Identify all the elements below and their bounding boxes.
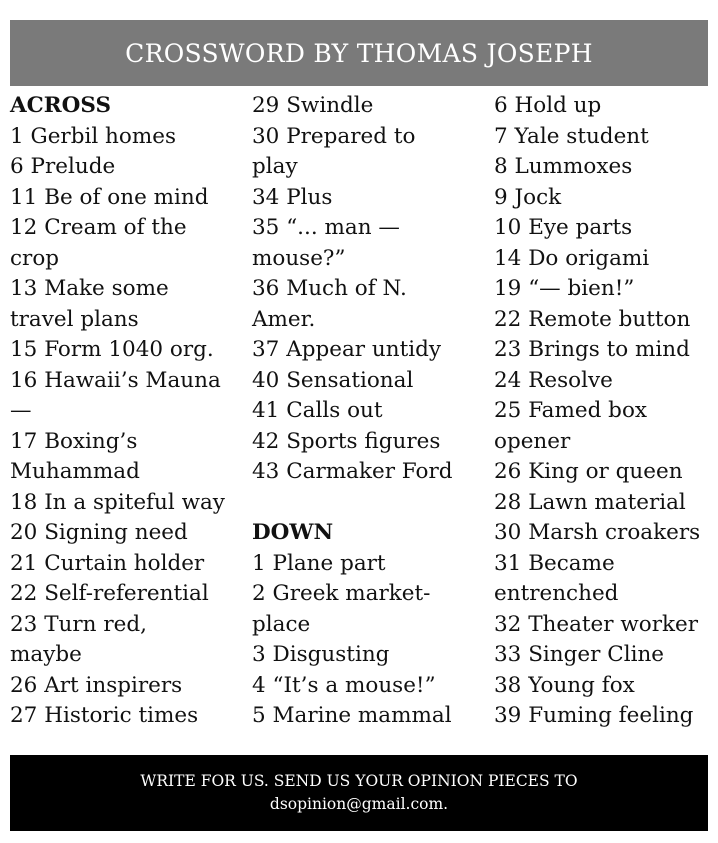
clue-line: place xyxy=(252,611,311,637)
clue-line: 4 “It’s a mouse!” xyxy=(252,672,436,698)
clue-line: 22 Remote button xyxy=(494,306,691,332)
clue-line: entrenched xyxy=(494,581,619,606)
clue-line: 30 Prepared to xyxy=(252,123,416,149)
clue-line: 29 Swindle xyxy=(252,93,374,118)
clue-line: 23 Turn red, xyxy=(10,611,147,637)
page-title: CROSSWORD BY THOMAS JOSEPH xyxy=(125,38,593,68)
clue-line: 8 Lummoxes xyxy=(494,154,633,179)
clue-line: 12 Cream of the xyxy=(10,215,187,240)
down-heading: DOWN xyxy=(252,520,334,545)
clue-line: 20 Signing need xyxy=(10,520,188,545)
clue-line: 26 King or queen xyxy=(494,459,683,484)
clue-line: 40 Sensational xyxy=(252,367,414,393)
clue-line: 26 Art inspirers xyxy=(10,672,183,698)
clue-line: opener xyxy=(494,428,571,454)
clue-line: 10 Eye parts xyxy=(494,215,633,240)
clue-line: — xyxy=(10,398,32,423)
clue-line: 13 Make some xyxy=(10,276,169,301)
clue-line: 32 Theater worker xyxy=(494,611,699,637)
clue-line: 7 Yale student xyxy=(494,123,649,149)
clue-line: Muhammad xyxy=(10,459,140,484)
clue-line: play xyxy=(252,154,298,179)
clue-line: 35 “... man — xyxy=(252,215,400,240)
clue-line: 15 Form 1040 org. xyxy=(10,337,214,362)
clue-line: Amer. xyxy=(252,306,316,332)
clue-line: 6 Prelude xyxy=(10,154,116,179)
clue-line: 39 Fuming feeling xyxy=(494,703,694,728)
clue-line: 43 Carmaker Ford xyxy=(252,459,453,484)
clue-line: 1 Gerbil homes xyxy=(10,123,176,149)
down-clue-list-2 xyxy=(494,91,716,732)
clue-column-3 xyxy=(494,91,716,732)
clue-line: maybe xyxy=(10,642,82,667)
section-spacer xyxy=(252,488,484,519)
clue-line: 34 Plus xyxy=(252,184,333,210)
clue-line: 6 Hold up xyxy=(494,93,602,118)
clue-line: 28 Lawn material xyxy=(494,489,686,515)
crossword-title-banner xyxy=(10,20,708,86)
clue-line: 31 Became xyxy=(494,550,615,576)
clue-line: 9 Jock xyxy=(494,184,562,210)
clue-line: 2 Greek market- xyxy=(252,581,431,606)
clue-line: 41 Calls out xyxy=(252,398,383,423)
across-clue-list-1 xyxy=(10,122,242,732)
clue-line: 11 Be of one mind xyxy=(10,184,209,210)
clue-line: 23 Brings to mind xyxy=(494,337,690,362)
across-heading: ACROSS xyxy=(10,93,111,118)
clue-line: 25 Famed box xyxy=(494,398,648,423)
clue-column-2 xyxy=(252,91,484,732)
across-clue-list-2 xyxy=(252,91,484,488)
clue-line: crop xyxy=(10,245,60,271)
opinion-footer-banner xyxy=(10,755,708,831)
clue-line: 3 Disgusting xyxy=(252,642,390,667)
footer-email: dsopinion@gmail.com. xyxy=(269,795,449,813)
clue-line: 30 Marsh croakers xyxy=(494,520,701,545)
clue-line: 22 Self-referential xyxy=(10,581,209,606)
clue-line: 24 Resolve xyxy=(494,367,613,393)
clue-line: mouse?” xyxy=(252,245,346,271)
clue-line: 21 Curtain holder xyxy=(10,550,205,576)
clue-line: 18 In a spiteful way xyxy=(10,489,225,515)
down-clue-list-1 xyxy=(252,549,484,732)
clue-line: 37 Appear untidy xyxy=(252,337,442,362)
clue-line: 19 “— bien!” xyxy=(494,276,635,301)
footer-line-1: WRITE FOR US. SEND US YOUR OPINION PIECES TO xyxy=(140,772,578,790)
clue-line: 17 Boxing’s xyxy=(10,428,138,454)
clue-line: 5 Marine mammal xyxy=(252,703,452,728)
clue-line: 38 Young fox xyxy=(494,672,635,698)
clue-line: 16 Hawaii’s Mauna xyxy=(10,367,221,393)
clue-line: 1 Plane part xyxy=(252,550,386,576)
clue-column-1 xyxy=(10,91,242,732)
clue-line: 42 Sports figures xyxy=(252,428,441,454)
clue-line: 14 Do origami xyxy=(494,245,650,271)
clue-line: 27 Historic times xyxy=(10,703,199,728)
clue-line: 33 Singer Cline xyxy=(494,642,665,667)
clue-line: travel plans xyxy=(10,306,139,332)
clue-line: 36 Much of N. xyxy=(252,276,407,301)
